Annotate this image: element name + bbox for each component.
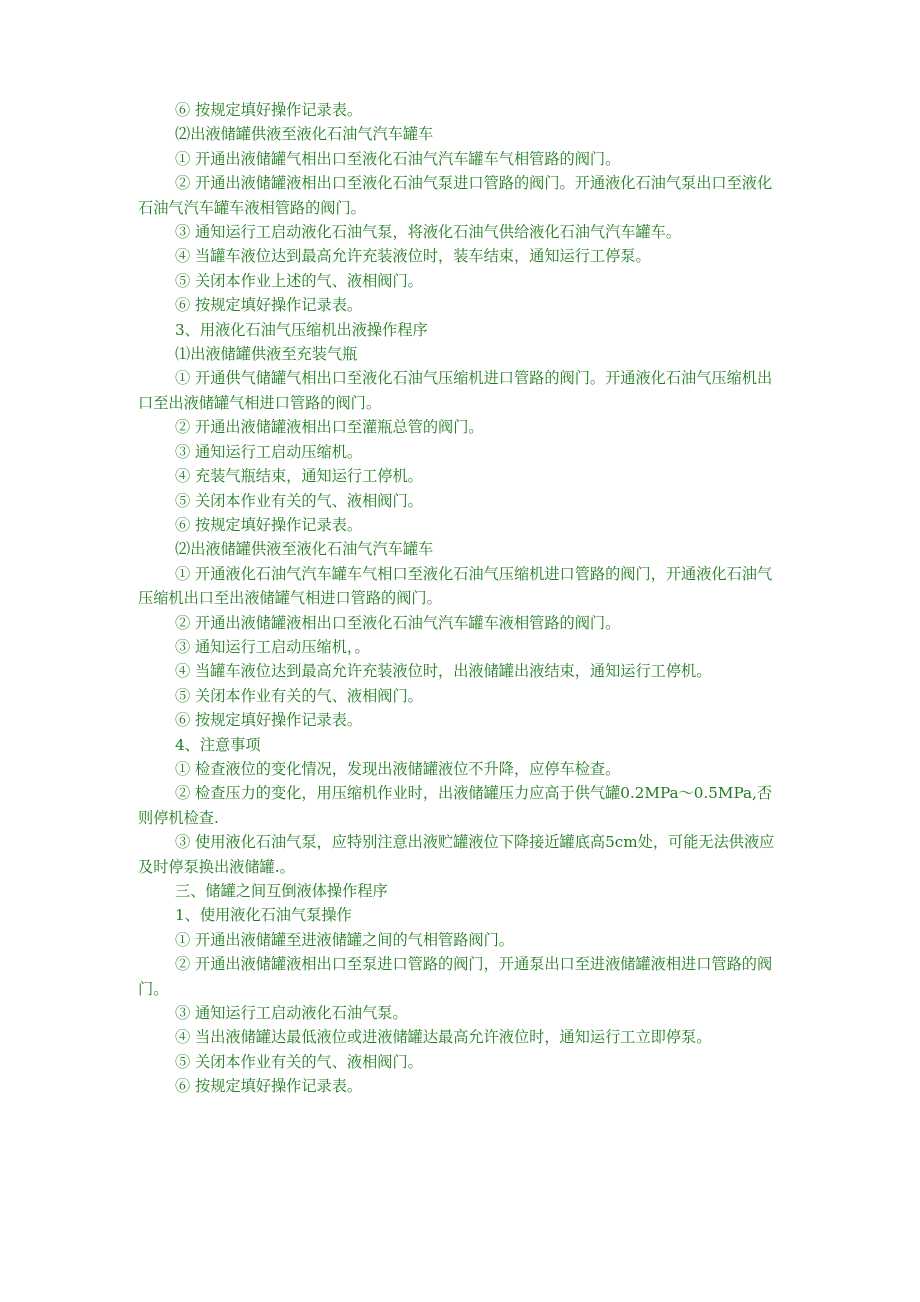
chapter-heading: 三、储罐之间互倒液体操作程序 xyxy=(175,882,388,900)
paragraph: ② 检查压力的变化，用压缩机作业时，出液储罐压力应高于供气罐0.2MPa～0.5MPa,否则停机检查. xyxy=(138,784,773,827)
paragraph: ③ 通知运行工启动压缩机。 xyxy=(175,442,363,461)
paragraph: ⑤ 关闭本作业有关的气、液相阀门。 xyxy=(175,491,423,510)
paragraph: ② 开通出液储罐液相出口至灌瓶总管的阀门。 xyxy=(175,418,484,437)
document-body xyxy=(138,98,780,1099)
paragraph: ② 开通出液储罐液相出口至液化石油气汽车罐车液相管路的阀门。 xyxy=(175,613,621,632)
subsection-heading: ⑵出液储罐供液至液化石油气汽车罐车 xyxy=(175,540,434,559)
paragraph: ⑥ 按规定填好操作记录表。 xyxy=(175,711,363,730)
paragraph: ④ 当罐车液位达到最高允许充装液位时，装车结束，通知运行工停泵。 xyxy=(175,247,651,266)
paragraph: ① 检查液位的变化情况，发现出液储罐液位不升降，应停车检查。 xyxy=(175,759,621,778)
paragraph: ⑥ 按规定填好操作记录表。 xyxy=(175,1077,363,1096)
subsection-heading: ⑴出液储罐供液至充装气瓶 xyxy=(175,345,358,364)
section-heading: 1、使用液化石油气泵操作 xyxy=(175,906,352,925)
paragraph: ③ 通知运行工启动液化石油气泵，将液化石油气供给液化石油气汽车罐车。 xyxy=(175,223,682,242)
paragraph: ③ 使用液化石油气泵，应特别注意出液贮罐液位下降接近罐底高5cm处，可能无法供液应及时停泵换出液储罐.。 xyxy=(138,833,775,876)
paragraph: ③ 通知运行工启动液化石油气泵。 xyxy=(175,1004,408,1023)
paragraph: ② 开通出液储罐液相出口至液化石油气泵进口管路的阀门。开通液化石油气泵出口至液化石油气汽车罐车液相管路的阀门。 xyxy=(138,174,773,217)
paragraph: ① 开通液化石油气汽车罐车气相口至液化石油气压缩机进口管路的阀门，开通液化石油气压缩机出口至出液储罐气相进口管路的阀门。 xyxy=(138,564,773,608)
paragraph: ① 开通出液储罐气相出口至液化石油气汽车罐车气相管路的阀门。 xyxy=(175,149,621,168)
paragraph: ⑵出液储罐供液至液化石油气汽车罐车 xyxy=(175,125,434,144)
paragraph: ④ 充装气瓶结束，通知运行工停机。 xyxy=(175,467,423,486)
section-heading: 4、注意事项 xyxy=(175,735,261,754)
paragraph: ① 开通供气储罐气相出口至液化石油气压缩机进口管路的阀门。开通液化石油气压缩机出口至出液储罐气相进口管路的阀门。 xyxy=(138,369,773,412)
paragraph: ⑤ 关闭本作业上述的气、液相阀门。 xyxy=(175,271,423,290)
paragraph: ⑤ 关闭本作业有关的气、液相阀门。 xyxy=(175,686,423,705)
paragraph: ⑥ 按规定填好操作记录表。 xyxy=(175,515,363,534)
paragraph: ① 开通出液储罐至进液储罐之间的气相管路阀门。 xyxy=(175,930,514,949)
paragraph: ③ 通知运行工启动压缩机，。 xyxy=(175,637,370,656)
paragraph: ⑥ 按规定填好操作记录表。 xyxy=(175,101,363,119)
paragraph: ⑥ 按规定填好操作记录表。 xyxy=(175,296,363,315)
section-heading: 3、用液化石油气压缩机出液操作程序 xyxy=(175,320,428,339)
paragraph: ④ 当出液储罐达最低液位或进液储罐达最高允许液位时，通知运行工立即停泵。 xyxy=(175,1028,712,1047)
paragraph: ④ 当罐车液位达到最高允许充装液位时，出液储罐出液结束，通知运行工停机。 xyxy=(175,662,712,681)
paragraph: ⑤ 关闭本作业有关的气、液相阀门。 xyxy=(175,1052,423,1071)
paragraph: ② 开通出液储罐液相出口至泵进口管路的阀门，开通泵出口至进液储罐液相进口管路的阀门。 xyxy=(138,955,773,998)
